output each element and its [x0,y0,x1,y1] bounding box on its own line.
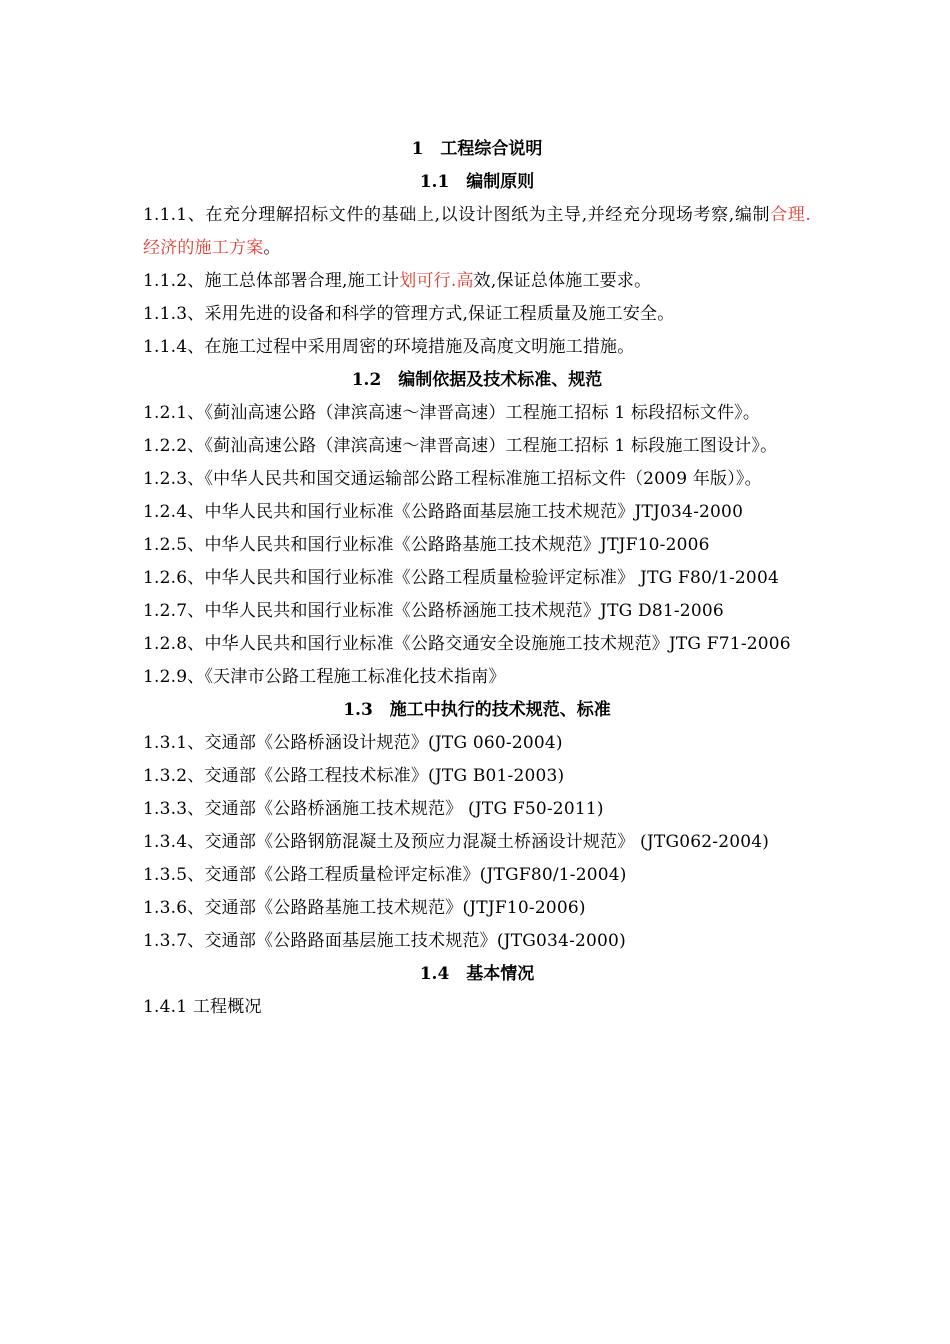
paragraph-1-2-1: 1.2.1、《蓟汕高速公路（津滨高速～津晋高速）工程施工招标 1 标段招标文件》。 [143,403,761,423]
paragraph-1-3-2: 1.3.2、交通部《公路工程技术标准》(JTG B01-2003) [143,766,565,786]
paragraph-1-1-4: 1.1.4、在施工过程中采用周密的环境措施及高度文明施工措施。 [143,337,635,357]
paragraph-1-3-7: 1.3.7、交通部《公路路面基层施工技术规范》(JTG034-2000) [143,931,626,951]
paragraph-1-2-8: 1.2.8、中华人民共和国行业标准《公路交通安全设施施工技术规范》JTG F71-2006 [143,634,791,654]
paragraph-1-1-3: 1.1.3、采用先进的设备和科学的管理方式,保证工程质量及施工安全。 [143,304,675,324]
paragraph-1-2-6: 1.2.6、中华人民共和国行业标准《公路工程质量检验评定标准》 JTG F80/1-2004 [143,568,779,588]
paragraph-1-2-4: 1.2.4、中华人民共和国行业标准《公路路面基层施工技术规范》JTJ034-2000 [143,502,744,522]
text-1-1-2-a: 1.1.2、施工总体部署合理,施工计 [143,271,400,291]
paragraph-1-1-1 [143,199,811,265]
heading-1-4: 1.4 基本情况 [419,964,535,984]
text-1-1-1-b: 。 [263,238,281,258]
paragraph-1-2-7: 1.2.7、中华人民共和国行业标准《公路桥涵施工技术规范》JTG D81-2006 [143,601,724,621]
paragraph-1-4-1: 1.4.1 工程概况 [143,997,262,1017]
paragraph-1-1-2 [143,265,811,298]
text-1-1-2-b: 效,保证总体施工要求。 [473,271,652,291]
paragraph-1-3-6: 1.3.6、交通部《公路路基施工技术规范》(JTJF10-2006) [143,898,586,918]
paragraph-1-3-4: 1.3.4、交通部《公路钢筋混凝土及预应力混凝土桥涵设计规范》 (JTG062-2004) [143,832,770,852]
text-1-1-1-a: 1.1.1、在充分理解招标文件的基础上,以设计图纸为主导,并经充分现场考察,编制 [143,205,771,225]
heading-1-2: 1.2 编制依据及技术标准、规范 [351,370,603,390]
paragraph-1-3-1: 1.3.1、交通部《公路桥涵设计规范》(JTG 060-2004) [143,733,563,753]
document-body [143,133,811,1024]
heading-1: 1 工程综合说明 [411,139,543,159]
paragraph-1-2-5: 1.2.5、中华人民共和国行业标准《公路路基施工技术规范》JTJF10-2006 [143,535,710,555]
paragraph-1-2-9: 1.2.9、《天津市公路工程施工标准化技术指南》 [143,667,506,687]
paragraph-1-2-2: 1.2.2、《蓟汕高速公路（津滨高速～津晋高速）工程施工招标 1 标段施工图设计》。 [143,436,778,456]
highlight-1-1-2: 划可行.高 [399,271,474,291]
paragraph-1-3-5: 1.3.5、交通部《公路工程质量检评定标准》(JTGF80/1-2004) [143,865,627,885]
paragraph-1-2-3: 1.2.3、《中华人民共和国交通运输部公路工程标准施工招标文件（2009 年版）》。 [143,469,762,489]
highlight-1-1-1: 合理.经济的施工方案 [143,205,811,258]
heading-1-1: 1.1 编制原则 [419,172,535,192]
heading-1-3: 1.3 施工中执行的技术规范、标准 [343,700,611,720]
paragraph-1-3-3: 1.3.3、交通部《公路桥涵施工技术规范》 (JTG F50-2011) [143,799,604,819]
